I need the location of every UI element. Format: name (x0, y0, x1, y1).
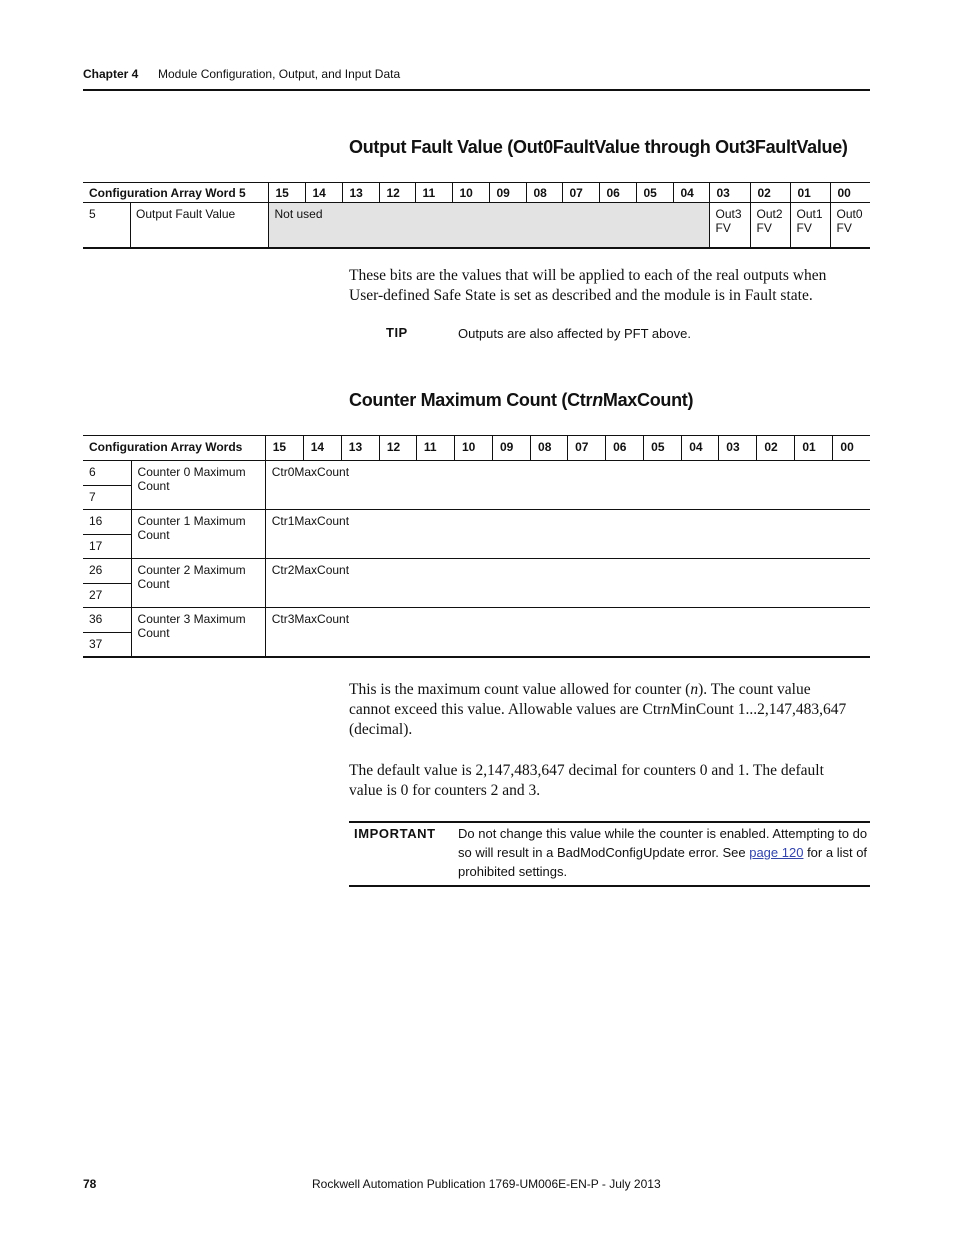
column-header: 04 (673, 183, 709, 203)
word-number: 16 (83, 510, 131, 535)
tip-label: TIP (386, 325, 408, 340)
column-header: Configuration Array Word 5 (83, 183, 268, 203)
table-header-row (83, 183, 870, 203)
bit-cell: Out0 FV (830, 203, 870, 249)
title-italic: n (592, 390, 603, 410)
word-number: 5 (83, 203, 131, 247)
important-label: IMPORTANT (354, 826, 436, 841)
column-header: 15 (265, 436, 303, 461)
column-header: 03 (719, 436, 757, 461)
section-title-output-fault-value: Output Fault Value (Out0FaultValue through Out3FaultValue) (349, 137, 848, 157)
column-header: 00 (830, 183, 870, 203)
table-row (83, 461, 870, 486)
column-header: 07 (562, 183, 599, 203)
counter-value: Ctr2MaxCount (265, 559, 870, 608)
counter-name: Counter 3 Maximum Count (131, 608, 265, 657)
counter-max-count-table (83, 435, 870, 658)
text-part: Do not change this value while the counter is enabled. Attempting to do so will result in a BadModConfigUpdate error. See (458, 826, 868, 860)
output-fault-description: These bits are the values that will be applied to each of the real outputs when User-defined Safe State is set as described and the module is in Fault state. (349, 267, 827, 304)
column-header: 14 (303, 436, 341, 461)
word-name-cell (83, 203, 268, 249)
word-number: 37 (83, 633, 131, 657)
page-number: 78 (83, 1177, 97, 1191)
column-header: 10 (454, 436, 492, 461)
column-header: 14 (305, 183, 342, 203)
column-header: Configuration Array Words (83, 436, 265, 461)
column-header: 12 (379, 183, 415, 203)
important-top-rule (349, 821, 870, 823)
table-header-row (83, 436, 870, 461)
column-header: 05 (644, 436, 682, 461)
text-part: for a list of prohibited settings. (458, 845, 868, 879)
important-bottom-rule (349, 885, 870, 887)
word-number: 36 (83, 608, 131, 633)
column-header: 05 (636, 183, 673, 203)
bit-cell: Out1 FV (790, 203, 830, 249)
column-header: 01 (795, 436, 833, 461)
tip-text: Outputs are also affected by PFT above. (458, 326, 691, 341)
max-count-description (349, 680, 849, 740)
word-description: Output Fault Value (136, 207, 236, 221)
column-header: 09 (489, 183, 526, 203)
table-row (83, 203, 870, 249)
chapter-label: Chapter 4 (83, 67, 139, 81)
column-header: 02 (750, 183, 790, 203)
column-header: 13 (342, 183, 379, 203)
text-part: MinCount 1...2,147,483,647 (decimal). (349, 701, 847, 738)
publication-info: Rockwell Automation Publication 1769-UM006E-EN-P - July 2013 (312, 1177, 661, 1191)
column-header: 11 (415, 183, 452, 203)
chapter-title: Module Configuration, Output, and Input Data (158, 67, 401, 81)
column-header: 07 (568, 436, 606, 461)
column-header: 09 (492, 436, 530, 461)
column-header: 02 (757, 436, 795, 461)
not-used-cell: Not used (268, 203, 709, 249)
text-italic: n (690, 681, 699, 698)
output-fault-value-table (83, 182, 870, 249)
important-text (458, 824, 868, 881)
column-header: 06 (606, 436, 644, 461)
word-number: 7 (83, 486, 131, 510)
column-header: 13 (341, 436, 379, 461)
table-row (83, 608, 870, 633)
column-header: 06 (599, 183, 636, 203)
counter-value: Ctr3MaxCount (265, 608, 870, 657)
column-header: 08 (531, 436, 568, 461)
column-header: 01 (790, 183, 830, 203)
column-header: 10 (452, 183, 489, 203)
bit-cell: Out3 FV (709, 203, 750, 249)
counter-name: Counter 0 Maximum Count (131, 461, 265, 510)
column-header: 03 (709, 183, 750, 203)
title-part: MaxCount) (602, 390, 694, 410)
text-italic: n (662, 701, 671, 718)
counter-name: Counter 2 Maximum Count (131, 559, 265, 608)
column-header: 08 (526, 183, 562, 203)
word-number: 26 (83, 559, 131, 584)
column-header: 15 (268, 183, 305, 203)
counter-value: Ctr0MaxCount (265, 461, 870, 510)
table-row (83, 510, 870, 535)
text-part: ). The count value cannot exceed this value. Allowable values are Ctr (349, 681, 811, 718)
word-number: 17 (83, 535, 131, 559)
counter-name: Counter 1 Maximum Count (131, 510, 265, 559)
word-number: 27 (83, 584, 131, 608)
default-value-description: The default value is 2,147,483,647 decimal for counters 0 and 1. The default value is 0 for counters 2 and 3. (349, 762, 824, 799)
header-rule (83, 89, 870, 91)
column-header: 04 (682, 436, 719, 461)
table-row (83, 559, 870, 584)
column-header: 00 (833, 436, 870, 461)
counter-value: Ctr1MaxCount (265, 510, 870, 559)
page-link[interactable]: page 120 (749, 845, 804, 860)
text-part: This is the maximum count value allowed for counter ( (349, 681, 691, 698)
title-part: Counter Maximum Count (Ctr (349, 390, 593, 410)
column-header: 11 (416, 436, 454, 461)
column-header: 12 (379, 436, 416, 461)
section-title-counter-max-count (349, 390, 693, 411)
bit-cell: Out2 FV (750, 203, 790, 249)
word-number: 6 (83, 461, 131, 486)
